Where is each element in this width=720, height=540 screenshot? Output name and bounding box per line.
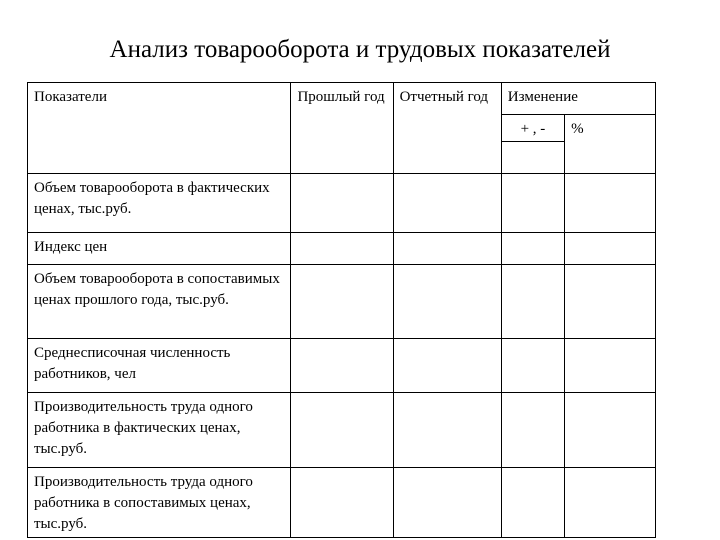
- header-change-abs: + , -: [501, 115, 564, 142]
- header-change-pct: %: [565, 115, 656, 174]
- cell-current-year[interactable]: [393, 339, 501, 393]
- row-label: Индекс цен: [28, 233, 291, 265]
- row-label: Среднесписочная численность работников, чел: [28, 339, 291, 393]
- cell-change-abs[interactable]: [501, 265, 564, 339]
- header-indicator: Показатели: [28, 83, 291, 174]
- cell-current-year[interactable]: [393, 468, 501, 538]
- cell-current-year[interactable]: [393, 265, 501, 339]
- header-previous-year: Прошлый год: [291, 83, 393, 174]
- table-row: [28, 339, 656, 393]
- cell-previous-year[interactable]: [291, 174, 393, 233]
- cell-change-pct[interactable]: [565, 339, 656, 393]
- table-row: [28, 174, 656, 233]
- header-row: [28, 83, 656, 115]
- table-row: [28, 233, 656, 265]
- cell-current-year[interactable]: [393, 174, 501, 233]
- table-row: [28, 393, 656, 468]
- cell-change-pct[interactable]: [565, 233, 656, 265]
- cell-change-pct[interactable]: [565, 468, 656, 538]
- indicators-table: [27, 82, 656, 538]
- cell-previous-year[interactable]: [291, 468, 393, 538]
- row-label: Объем товарооборота в фактических ценах, тыс.руб.: [28, 174, 291, 233]
- cell-change-abs[interactable]: [501, 393, 564, 468]
- row-label: Объем товарооборота в сопоставимых ценах прошлого года, тыс.руб.: [28, 265, 291, 339]
- cell-current-year[interactable]: [393, 233, 501, 265]
- cell-previous-year[interactable]: [291, 233, 393, 265]
- cell-previous-year[interactable]: [291, 393, 393, 468]
- table-row: [28, 265, 656, 339]
- cell-previous-year[interactable]: [291, 339, 393, 393]
- cell-change-abs[interactable]: [501, 174, 564, 233]
- cell-change-pct[interactable]: [565, 265, 656, 339]
- cell-change-pct[interactable]: [565, 174, 656, 233]
- cell-previous-year[interactable]: [291, 265, 393, 339]
- header-current-year: Отчетный год: [393, 83, 501, 174]
- header-change: Изменение: [501, 83, 655, 115]
- page-title: Анализ товарооборота и трудовых показателей: [109, 36, 611, 63]
- cell-change-pct[interactable]: [565, 393, 656, 468]
- row-label: Производительность труда одного работника в фактических ценах, тыс.руб.: [28, 393, 291, 468]
- header-abs-spacer-cell: [501, 142, 564, 174]
- table-row: [28, 468, 656, 538]
- row-label: Производительность труда одного работника в сопоставимых ценах, тыс.руб.: [28, 468, 291, 538]
- cell-current-year[interactable]: [393, 393, 501, 468]
- cell-change-abs[interactable]: [501, 468, 564, 538]
- cell-change-abs[interactable]: [501, 233, 564, 265]
- cell-change-abs[interactable]: [501, 339, 564, 393]
